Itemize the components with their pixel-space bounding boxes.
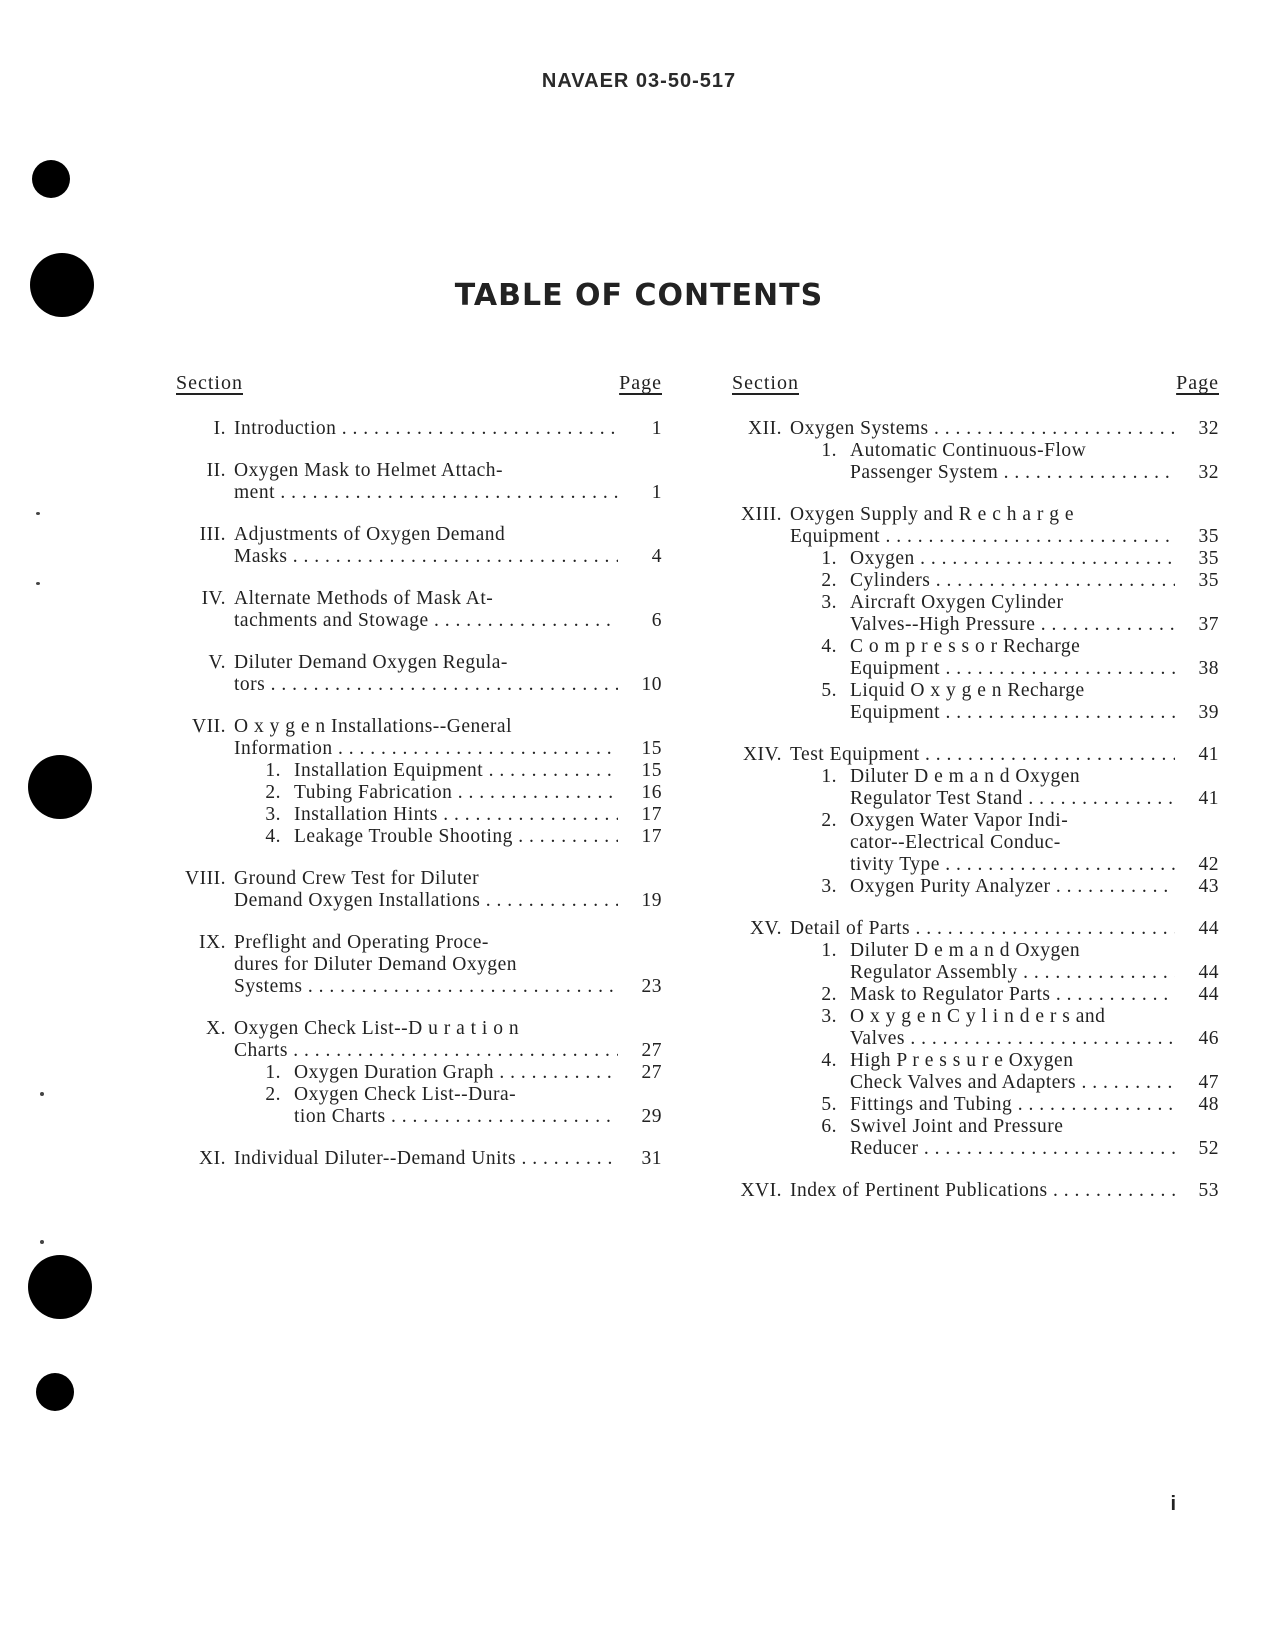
speck-2 — [36, 582, 40, 585]
page-ref: 6 — [651, 610, 662, 631]
page-ref: 1 — [651, 482, 662, 503]
column-header — [176, 372, 662, 418]
page-header: Page — [619, 372, 662, 394]
page-ref: 35 — [1198, 548, 1219, 569]
toc-entry — [732, 504, 1219, 724]
page-ref: 27 — [641, 1040, 662, 1061]
toc-subentry-line — [732, 962, 1219, 984]
subsection-title: Oxygen Purity Analyzer . . . — [850, 876, 1175, 898]
page-ref: 53 — [1198, 1180, 1219, 1201]
subsection-title: Installation Equipment . . . — [294, 760, 618, 782]
page-ref: 46 — [1198, 1028, 1219, 1049]
section-title: tachments and Stowage . . . — [234, 610, 618, 632]
subsection-title: Tubing Fabrication . . . — [294, 782, 618, 804]
subsection-title: Passenger System . . . — [850, 462, 1175, 484]
toc-subentry-line — [732, 548, 1219, 570]
section-title: Oxygen Mask to Helmet Attach- — [234, 460, 504, 481]
toc-left-column — [176, 372, 662, 1190]
toc-entry — [176, 868, 662, 912]
toc-subentry-line — [732, 440, 1219, 462]
subsection-title: Liquid O x y g e n Recharge — [850, 680, 1085, 701]
toc-entry — [176, 1018, 662, 1128]
page-ref: 43 — [1198, 876, 1219, 897]
toc-entry-line — [732, 918, 1219, 940]
page-ref: 41 — [1198, 788, 1219, 809]
page-ref: 44 — [1198, 962, 1219, 983]
toc-entry — [176, 588, 662, 632]
subsection-number: 4. — [821, 636, 837, 657]
toc-subentry-line — [732, 614, 1219, 636]
toc-subentry-line — [732, 832, 1219, 854]
toc-entry — [176, 716, 662, 848]
toc-entry-line — [176, 716, 662, 738]
section-title: Individual Diluter--Demand Units . . . — [234, 1148, 618, 1170]
toc-entry-line — [176, 932, 662, 954]
page-ref: 52 — [1198, 1138, 1219, 1159]
page-ref: 31 — [641, 1148, 662, 1169]
section-title: Introduction . . . — [234, 418, 618, 440]
toc-right-column — [732, 372, 1219, 1222]
toc-subentry-line — [732, 636, 1219, 658]
subsection-number: 1. — [821, 440, 837, 461]
toc-subentry-line — [176, 826, 662, 848]
page-ref: 37 — [1198, 614, 1219, 635]
subsection-title: Aircraft Oxygen Cylinder — [850, 592, 1064, 613]
section-title: Systems . . . — [234, 976, 618, 998]
toc-entry — [732, 918, 1219, 1160]
page-ref: 19 — [641, 890, 662, 911]
subsection-number: 1. — [265, 1062, 281, 1083]
toc-subentry-line — [732, 984, 1219, 1006]
subsection-title: Fittings and Tubing . . . — [850, 1094, 1175, 1116]
section-title: Preflight and Operating Proce- — [234, 932, 489, 953]
subsection-number: 1. — [265, 760, 281, 781]
toc-subentry-line — [732, 876, 1219, 898]
column-header — [732, 372, 1219, 418]
page-ref: 27 — [641, 1062, 662, 1083]
subsection-title: cator--Electrical Conduc- — [850, 832, 1061, 853]
toc-subentry-line — [176, 1106, 662, 1128]
toc-entries — [176, 418, 662, 1170]
toc-subentry-line — [732, 462, 1219, 484]
section-numeral: XI. — [199, 1148, 226, 1169]
section-title: Demand Oxygen Installations . . . — [234, 890, 618, 912]
section-title: Index of Pertinent Publications . . . — [790, 1180, 1175, 1202]
toc-entry-line — [176, 976, 662, 998]
punch-hole-3 — [28, 755, 92, 819]
section-title: dures for Diluter Demand Oxygen — [234, 954, 518, 975]
toc-subentry-line — [176, 1062, 662, 1084]
page-ref: 1 — [651, 418, 662, 439]
section-title: Oxygen Systems . . . — [790, 418, 1175, 440]
subsection-number: 2. — [265, 1084, 281, 1105]
subsection-title: Valves--High Pressure . . . — [850, 614, 1175, 636]
page-ref: 16 — [641, 782, 662, 803]
section-title: Alternate Methods of Mask At- — [234, 588, 494, 609]
subsection-number: 5. — [821, 680, 837, 701]
section-title: Oxygen Check List--D u r a t i o n — [234, 1018, 520, 1039]
toc-entry — [176, 418, 662, 440]
section-title: Charts . . . — [234, 1040, 618, 1062]
section-numeral: II. — [206, 460, 226, 481]
subsection-title: C o m p r e s s o r Recharge — [850, 636, 1081, 657]
toc-subentry-line — [732, 1006, 1219, 1028]
subsection-number: 5. — [821, 1094, 837, 1115]
toc-subentry-line — [732, 1138, 1219, 1160]
subsection-title: tivity Type . . . — [850, 854, 1175, 876]
toc-entry-line — [176, 1018, 662, 1040]
toc-subentry-line — [732, 1072, 1219, 1094]
page-ref: 41 — [1198, 744, 1219, 765]
speck-3 — [40, 1092, 44, 1096]
subsection-number: 1. — [821, 548, 837, 569]
page-ref: 29 — [641, 1106, 662, 1127]
subsection-title: Installation Hints . . . — [294, 804, 618, 826]
toc-entry — [732, 418, 1219, 484]
subsection-title: Mask to Regulator Parts . . . — [850, 984, 1175, 1006]
toc-entry-line — [732, 526, 1219, 548]
section-numeral: III. — [199, 524, 226, 545]
toc-subentry-line — [176, 1084, 662, 1106]
subsection-title: Regulator Test Stand . . . — [850, 788, 1175, 810]
section-title: Information . . . — [234, 738, 618, 760]
toc-entry-line — [176, 524, 662, 546]
subsection-number: 1. — [821, 766, 837, 787]
subsection-number: 2. — [821, 984, 837, 1005]
toc-entry-line — [176, 482, 662, 504]
toc-subentry-line — [176, 804, 662, 826]
page-ref: 35 — [1198, 570, 1219, 591]
subsection-title: Oxygen Water Vapor Indi- — [850, 810, 1069, 831]
page-title: TABLE OF CONTENTS — [454, 278, 824, 313]
subsection-number: 4. — [821, 1050, 837, 1071]
subsection-title: Automatic Continuous-Flow — [850, 440, 1087, 461]
subsection-number: 3. — [821, 876, 837, 897]
page-ref: 42 — [1198, 854, 1219, 875]
section-numeral: X. — [206, 1018, 226, 1039]
subsection-title: Oxygen Duration Graph . . . — [294, 1062, 618, 1084]
toc-entry — [732, 744, 1219, 898]
subsection-number: 4. — [265, 826, 281, 847]
toc-entry — [176, 652, 662, 696]
toc-entry-line — [176, 1148, 662, 1170]
page-ref: 32 — [1198, 418, 1219, 439]
subsection-number: 3. — [821, 592, 837, 613]
toc-entry-line — [176, 1040, 662, 1062]
section-title: Masks . . . — [234, 546, 618, 568]
subsection-title: Regulator Assembly . . . — [850, 962, 1175, 984]
toc-entry-line — [176, 546, 662, 568]
subsection-number: 2. — [265, 782, 281, 803]
punch-hole-4 — [28, 1255, 92, 1319]
page-ref: 23 — [641, 976, 662, 997]
subsection-title: Valves . . . — [850, 1028, 1175, 1050]
toc-subentry-line — [732, 702, 1219, 724]
speck-1 — [36, 512, 40, 515]
section-title: Oxygen Supply and R e c h a r g e — [790, 504, 1075, 525]
page-ref: 17 — [641, 804, 662, 825]
toc-entry — [176, 460, 662, 504]
speck-4 — [40, 1240, 44, 1244]
toc-entry-line — [732, 504, 1219, 526]
toc-subentry-line — [732, 1050, 1219, 1072]
page-ref: 17 — [641, 826, 662, 847]
toc-subentry-line — [732, 570, 1219, 592]
page-ref: 10 — [641, 674, 662, 695]
subsection-title: Swivel Joint and Pressure — [850, 1116, 1064, 1137]
toc-entry — [176, 1148, 662, 1170]
section-title: Equipment . . . — [790, 526, 1175, 548]
toc-subentry-line — [732, 592, 1219, 614]
subsection-title: tion Charts . . . — [294, 1106, 618, 1128]
toc-subentry-line — [732, 854, 1219, 876]
section-numeral: XII. — [748, 418, 782, 439]
section-title: Detail of Parts . . . — [790, 918, 1175, 940]
toc-entry — [176, 524, 662, 568]
toc-entry — [176, 932, 662, 998]
section-title: ment . . . — [234, 482, 618, 504]
section-numeral: IX. — [199, 932, 226, 953]
page-ref: 4 — [651, 546, 662, 567]
section-header: Section — [176, 372, 243, 394]
toc-entry-line — [176, 652, 662, 674]
page-header: Page — [1176, 372, 1219, 394]
page-ref: 15 — [641, 760, 662, 781]
section-numeral: XV. — [749, 918, 782, 939]
section-numeral: XIV. — [742, 744, 782, 765]
section-header: Section — [732, 372, 799, 394]
section-title: Test Equipment . . . — [790, 744, 1175, 766]
subsection-title: Equipment . . . — [850, 702, 1175, 724]
subsection-title: Check Valves and Adapters . . . — [850, 1072, 1175, 1094]
toc-subentry-line — [732, 788, 1219, 810]
section-numeral: VII. — [192, 716, 226, 737]
toc-subentry-line — [732, 658, 1219, 680]
toc-entry-line — [732, 1180, 1219, 1202]
subsection-title: High P r e s s u r e Oxygen — [850, 1050, 1074, 1071]
page-ref: 44 — [1198, 918, 1219, 939]
toc-subentry-line — [732, 766, 1219, 788]
section-title: O x y g e n Installations--General — [234, 716, 513, 737]
toc-subentry-line — [732, 940, 1219, 962]
section-title: Adjustments of Oxygen Demand — [234, 524, 506, 545]
subsection-number: 3. — [265, 804, 281, 825]
toc-entry-line — [176, 610, 662, 632]
punch-hole-5 — [36, 1373, 74, 1411]
toc-entries — [732, 418, 1219, 1202]
toc-subentry-line — [732, 680, 1219, 702]
toc-subentry-line — [732, 1094, 1219, 1116]
toc-entry-line — [176, 868, 662, 890]
subsection-number: 3. — [821, 1006, 837, 1027]
section-numeral: XVI. — [740, 1180, 782, 1201]
toc-entry-line — [176, 418, 662, 440]
toc-entry-line — [176, 954, 662, 976]
subsection-title: Oxygen . . . — [850, 548, 1175, 570]
subsection-title: Leakage Trouble Shooting . . . — [294, 826, 618, 848]
subsection-number: 2. — [821, 810, 837, 831]
subsection-title: Reducer . . . — [850, 1138, 1175, 1160]
page-ref: 48 — [1198, 1094, 1219, 1115]
toc-entry-line — [732, 418, 1219, 440]
section-title: Ground Crew Test for Diluter — [234, 868, 480, 889]
toc-entry-line — [176, 890, 662, 912]
toc-subentry-line — [176, 760, 662, 782]
subsection-number: 1. — [821, 940, 837, 961]
subsection-number: 2. — [821, 570, 837, 591]
subsection-title: Cylinders . . . — [850, 570, 1175, 592]
page-number: i — [1170, 1493, 1176, 1515]
subsection-title: O x y g e n C y l i n d e r s and — [850, 1006, 1106, 1027]
section-title: tors . . . — [234, 674, 618, 696]
section-numeral: I. — [213, 418, 226, 439]
subsection-number: 6. — [821, 1116, 837, 1137]
toc-entry-line — [176, 674, 662, 696]
subsection-title: Diluter D e m a n d Oxygen — [850, 940, 1081, 961]
page-ref: 47 — [1198, 1072, 1219, 1093]
page-ref: 38 — [1198, 658, 1219, 679]
toc-subentry-line — [732, 810, 1219, 832]
page-ref: 35 — [1198, 526, 1219, 547]
section-numeral: VIII. — [185, 868, 226, 889]
toc-subentry-line — [176, 782, 662, 804]
toc-entry — [732, 1180, 1219, 1202]
toc-subentry-line — [732, 1028, 1219, 1050]
toc-entry-line — [732, 744, 1219, 766]
section-numeral: XIII. — [741, 504, 782, 525]
page-ref: 44 — [1198, 984, 1219, 1005]
subsection-title: Diluter D e m a n d Oxygen — [850, 766, 1081, 787]
section-title: Diluter Demand Oxygen Regula- — [234, 652, 508, 673]
document-number: NAVAER 03-50-517 — [541, 70, 737, 92]
punch-hole-1 — [32, 160, 70, 198]
toc-entry-line — [176, 460, 662, 482]
subsection-title: Oxygen Check List--Dura- — [294, 1084, 517, 1105]
page-ref: 15 — [641, 738, 662, 759]
subsection-title: Equipment . . . — [850, 658, 1175, 680]
page-ref: 32 — [1198, 462, 1219, 483]
page-ref: 39 — [1198, 702, 1219, 723]
toc-entry-line — [176, 738, 662, 760]
section-numeral: IV. — [201, 588, 226, 609]
section-numeral: V. — [208, 652, 226, 673]
toc-entry-line — [176, 588, 662, 610]
toc-subentry-line — [732, 1116, 1219, 1138]
